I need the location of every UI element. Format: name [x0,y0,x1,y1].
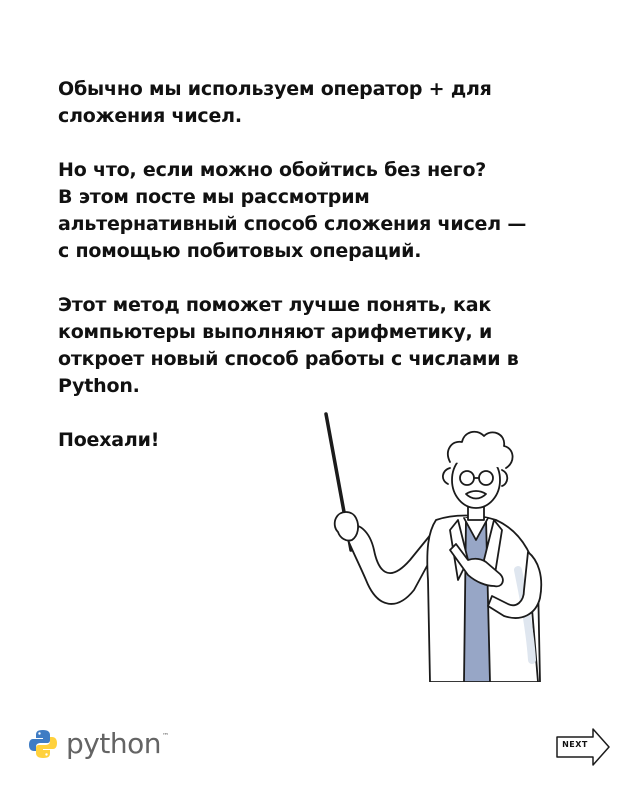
python-logo-icon [28,729,58,759]
text-line: компьютеры выполняют арифметику, и [58,321,493,343]
next-label: NEXT [562,740,588,749]
text-line: сложения чисел. [58,105,242,127]
python-wordmark: python [66,727,161,760]
paragraph-intro [58,76,598,130]
python-logo [28,726,169,762]
paragraph-benefit [58,292,598,400]
text-line: Поехали! [58,429,160,451]
text-line: с помощью побитовых операций. [58,240,422,262]
text-line: В этом посте мы рассмотрим [58,186,370,208]
text-line: Обычно мы используем оператор + для [58,78,492,100]
text-line: Python. [58,375,140,397]
trademark-sign: ™ [161,732,169,740]
next-button[interactable] [555,727,611,767]
professor-with-pointer-icon [318,410,580,682]
text-line: Этот метод поможет лучше понять, как [58,294,492,316]
text-line: откроет новый способ работы с числами в [58,348,519,370]
text-line: Но что, если можно обойтись без него? [58,159,487,181]
text-line: альтернативный способ сложения чисел — [58,213,527,235]
paragraph-question [58,157,598,265]
